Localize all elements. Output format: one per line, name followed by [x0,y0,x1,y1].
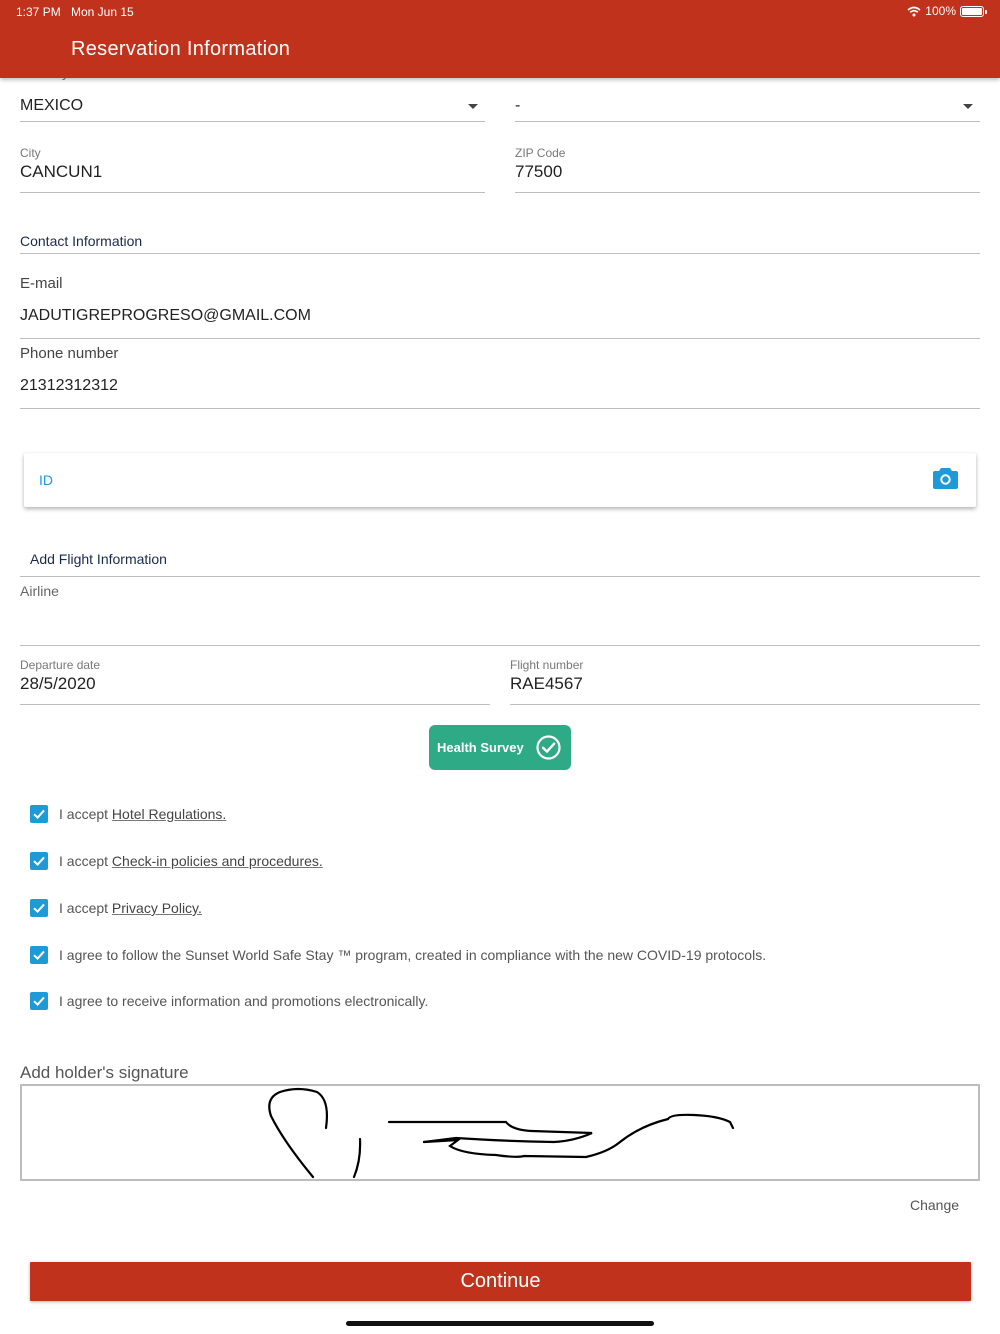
agreement-text [59,806,226,822]
signature-label: Add holder's signature [20,1063,189,1082]
flight-number-value: RAE4567 [510,674,583,693]
chevron-down-icon [468,104,478,109]
contact-section-title: Contact Information [20,233,143,249]
home-indicator [346,1321,654,1326]
chevron-down-icon [963,104,973,109]
privacy-policy-link[interactable]: Privacy Policy. [111,900,202,916]
phone-field[interactable] [20,340,980,409]
flight-section-title: Add Flight Information [30,551,167,567]
departure-date-field[interactable] [20,652,490,705]
zip-value: 77500 [515,162,563,181]
flight-section-header [20,544,980,577]
email-field[interactable] [20,270,980,339]
health-survey-label: Health Survey [437,740,524,755]
agreement-text [59,853,323,869]
id-label: ID [39,472,53,488]
checkbox-checked[interactable] [30,899,48,917]
battery-percent: 100% [925,4,956,18]
checkbox-checked[interactable] [30,852,48,870]
id-upload-card[interactable] [24,453,976,507]
zip-label: ZIP Code [515,146,566,160]
hotel-regulations-link[interactable]: Hotel Regulations. [111,806,227,822]
change-signature-link[interactable]: Change [910,1197,960,1213]
continue-button[interactable]: Continue [30,1262,971,1301]
state-select[interactable] [515,86,980,122]
checkbox-checked[interactable] [30,805,48,823]
agreement-safe-stay[interactable] [30,945,766,965]
agreement-text: I agree to receive information and promotions electronically. [59,993,429,1009]
agreement-prefix: I accept [59,806,112,822]
agreement-text [59,900,202,916]
agreement-hotel-regulations[interactable] [30,804,226,824]
checkin-policies-link[interactable]: Check-in policies and procedures. [111,853,323,869]
signature-drawing [22,1086,978,1179]
departure-label: Departure date [20,658,101,672]
checkbox-checked[interactable] [30,992,48,1010]
email-value: JADUTIGREPROGRESO@GMAIL.COM [20,307,311,324]
checkbox-checked[interactable] [30,946,48,964]
wifi-icon [907,6,921,17]
app-header [0,0,1000,78]
departure-value: 28/5/2020 [20,674,96,693]
city-value: CANCUN1 [20,162,103,181]
airline-field[interactable] [20,578,980,646]
status-time: 1:37 PM [16,5,61,19]
agreement-checkin-policies[interactable] [30,851,323,871]
contact-section-header [20,228,980,254]
check-circle-icon [536,735,561,760]
zip-field[interactable] [515,140,980,193]
agreement-promotions[interactable] [30,991,428,1011]
city-label: City [20,146,41,160]
country-select[interactable] [20,86,485,122]
phone-value: 21312312312 [20,377,118,394]
agreement-prefix: I accept [59,900,112,916]
signature-pad[interactable] [20,1084,980,1181]
status-date: Mon Jun 15 [71,5,134,19]
camera-icon[interactable] [933,467,958,489]
email-label: E-mail [20,275,63,292]
city-field[interactable] [20,140,485,193]
agreement-prefix: I accept [59,853,112,869]
agreement-text: I agree to follow the Sunset World Safe Stay ™ program, created in compliance with the new COVID-19 protocols. [59,947,767,963]
airline-label: Airline [20,583,59,599]
battery-icon [960,6,984,17]
state-value: - [515,97,521,114]
phone-label: Phone number [20,345,119,362]
health-survey-button[interactable] [429,725,571,770]
flight-number-label: Flight number [510,658,584,672]
agreement-privacy-policy[interactable] [30,898,202,918]
flight-number-field[interactable] [510,652,980,705]
page-title: Reservation Information [71,38,291,60]
status-indicators [907,4,984,18]
country-value: MEXICO [20,97,84,114]
